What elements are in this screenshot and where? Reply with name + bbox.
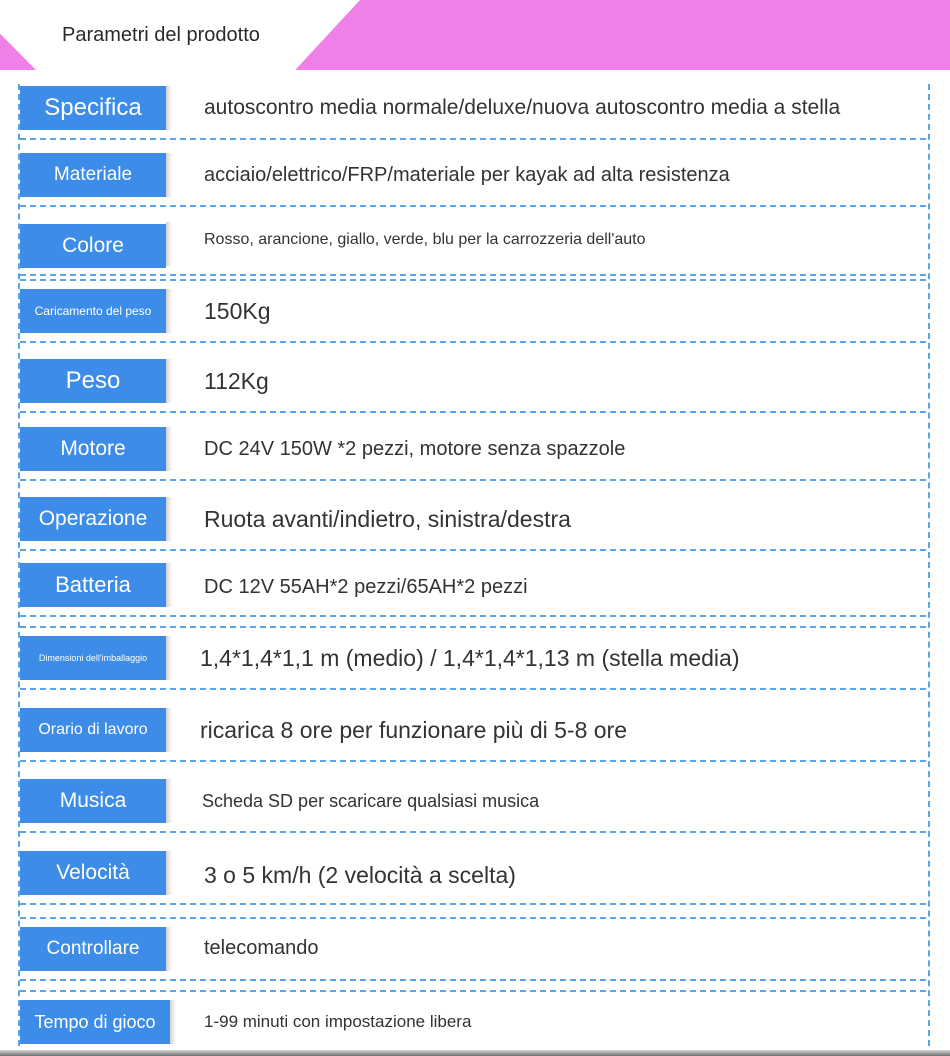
spec-label: Peso (20, 359, 166, 403)
label-shadow (166, 708, 172, 752)
spec-row-materiale (20, 153, 926, 197)
spec-row-peso (20, 359, 926, 403)
label-shadow (170, 1000, 176, 1044)
spec-label: Materiale (20, 153, 166, 197)
page-title: Parametri del prodotto (62, 24, 260, 46)
row-divider (20, 274, 926, 276)
spec-value: acciaio/elettrico/FRP/materiale per kayak ad alta resistenza (204, 163, 730, 186)
row-divider (20, 138, 926, 140)
row-divider (20, 479, 926, 481)
spec-row-operazione (20, 497, 926, 541)
spec-row-velocita (20, 851, 926, 895)
spec-value: Rosso, arancione, giallo, verde, blu per la carrozzeria dell'auto (204, 231, 646, 248)
row-divider (20, 615, 926, 617)
spec-value: 150Kg (204, 297, 271, 324)
row-divider (20, 688, 926, 690)
spec-label: Motore (20, 427, 166, 471)
label-shadow (166, 851, 172, 895)
spec-row-controllare (20, 927, 926, 971)
row-divider (20, 411, 926, 413)
spec-value: 3 o 5 km/h (2 velocità a scelta) (204, 861, 516, 888)
spec-row-musica (20, 779, 926, 823)
spec-label: Caricamento del peso (20, 289, 166, 333)
spec-value: ricarica 8 ore per funzionare più di 5-8 ore (200, 716, 628, 743)
row-divider (20, 831, 926, 833)
spec-label: Specifica (20, 86, 166, 130)
spec-value: 1-99 minuti con impostazione libera (204, 1012, 472, 1031)
spec-value: autoscontro media normale/deluxe/nuova autoscontro media a stella (204, 96, 841, 119)
label-shadow (166, 779, 172, 823)
row-divider (20, 903, 926, 905)
spec-row-colore (20, 222, 926, 266)
spec-label: Musica (20, 779, 166, 823)
spec-row-tempo (20, 1000, 926, 1044)
spec-label: Batteria (20, 563, 166, 607)
label-shadow (166, 86, 172, 130)
bottom-border (0, 1050, 950, 1056)
label-shadow (166, 927, 172, 971)
label-shadow (166, 222, 172, 266)
spec-label: Controllare (20, 927, 166, 971)
spec-label: Colore (20, 224, 166, 268)
row-divider (20, 626, 926, 628)
row-divider (20, 990, 926, 992)
spec-label: Dimensioni dell'imballaggio (20, 636, 166, 680)
spec-label: Operazione (20, 497, 166, 541)
spec-value: DC 24V 150W *2 pezzi, motore senza spazzole (204, 437, 626, 460)
spec-value: 1,4*1,4*1,1 m (medio) / 1,4*1,4*1,13 m (stella media) (200, 644, 740, 671)
row-divider (20, 760, 926, 762)
row-divider (20, 917, 926, 919)
label-shadow (166, 563, 172, 607)
spec-value: Scheda SD per scaricare qualsiasi musica (202, 790, 540, 811)
spec-label: Tempo di gioco (20, 1000, 170, 1044)
label-shadow (166, 153, 172, 197)
spec-label: Orario di lavoro (20, 708, 166, 752)
spec-value: Ruota avanti/indietro, sinistra/destra (204, 505, 571, 532)
row-divider (20, 279, 926, 281)
spec-row-orario (20, 708, 926, 752)
row-divider (20, 341, 926, 343)
spec-row-motore (20, 427, 926, 471)
spec-row-specifica (20, 86, 926, 130)
spec-value: telecomando (204, 936, 319, 959)
spec-row-dimensioni (20, 636, 926, 680)
spec-label: Velocità (20, 851, 166, 895)
label-shadow (166, 359, 172, 403)
spec-row-batteria (20, 563, 926, 607)
row-divider (20, 549, 926, 551)
label-shadow (166, 427, 172, 471)
spec-value: DC 12V 55AH*2 pezzi/65AH*2 pezzi (204, 575, 528, 598)
row-divider (20, 979, 926, 981)
label-shadow (166, 497, 172, 541)
label-shadow (166, 636, 172, 680)
spec-value: 112Kg (204, 367, 269, 394)
spec-row-caricamento (20, 289, 926, 333)
row-divider (20, 205, 926, 207)
label-shadow (166, 289, 172, 333)
